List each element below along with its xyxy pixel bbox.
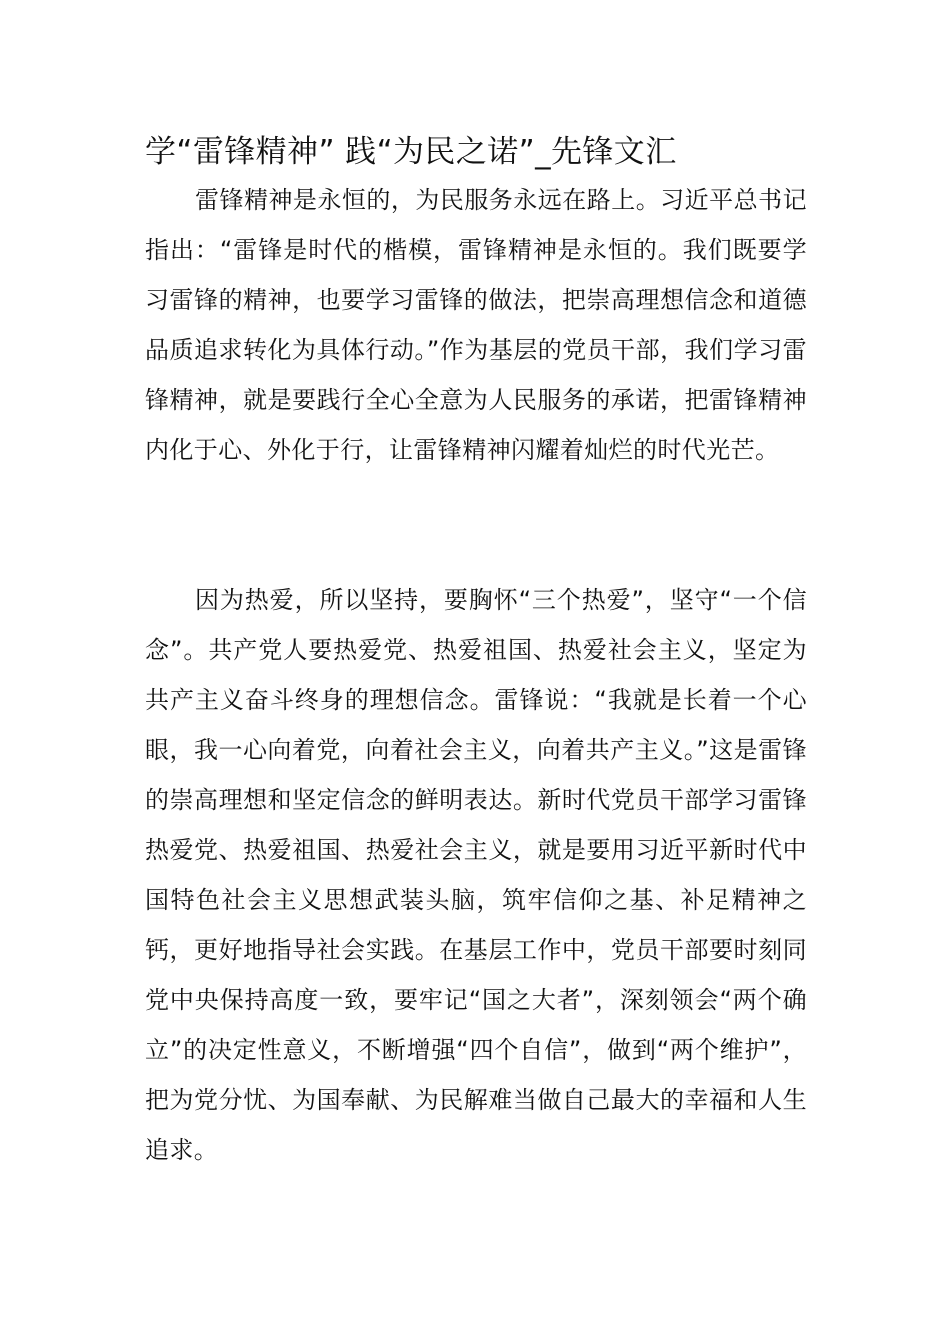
document-title: 学“雷锋精神” 践“为民之诺”_先锋文汇 (145, 134, 677, 170)
paragraph-1: 雷锋精神是永恒的，为民服务永远在路上。习近平总书记指出：“雷锋是时代的楷模，雷锋精神是永恒的。我们既要学习雷锋的精神，也要学习雷锋的做法，把崇高理想信念和道德品质追求转化为具体行动。”作为基层的党员干部，我们学习雷锋精神，就是要践行全心全意为人民服务的承诺，把雷锋精神内化于心、外化于行，让雷锋精神闪耀着灿烂的时代光芒。 (145, 186, 807, 464)
paragraph-2: 因为热爱，所以坚持，要胸怀“三个热爱”，坚守“一个信念”。共产党人要热爱党、热爱祖国、热爱社会主义，坚定为共产主义奋斗终身的理想信念。雷锋说：“我就是长着一个心眼，我一心向着党，向着社会主义，向着共产主义。”这是雷锋的崇高理想和坚定信念的鲜明表达。新时代党员干部学习雷锋热爱党、热爱祖国、热爱社会主义，就是要用习近平新时代中国特色社会主义思想武装头脑，筑牢信仰之基、补足精神之钙，更好地指导社会实践。在基层工作中，党员干部要时刻同党中央保持高度一致，要牢记“国之大者”，深刻领会“两个确立”的决定性意义，不断增强“四个自信”，做到“两个维护”，把为党分忧、为国奉献、为民解难当做自己最大的幸福和人生追求。 (145, 586, 807, 1164)
